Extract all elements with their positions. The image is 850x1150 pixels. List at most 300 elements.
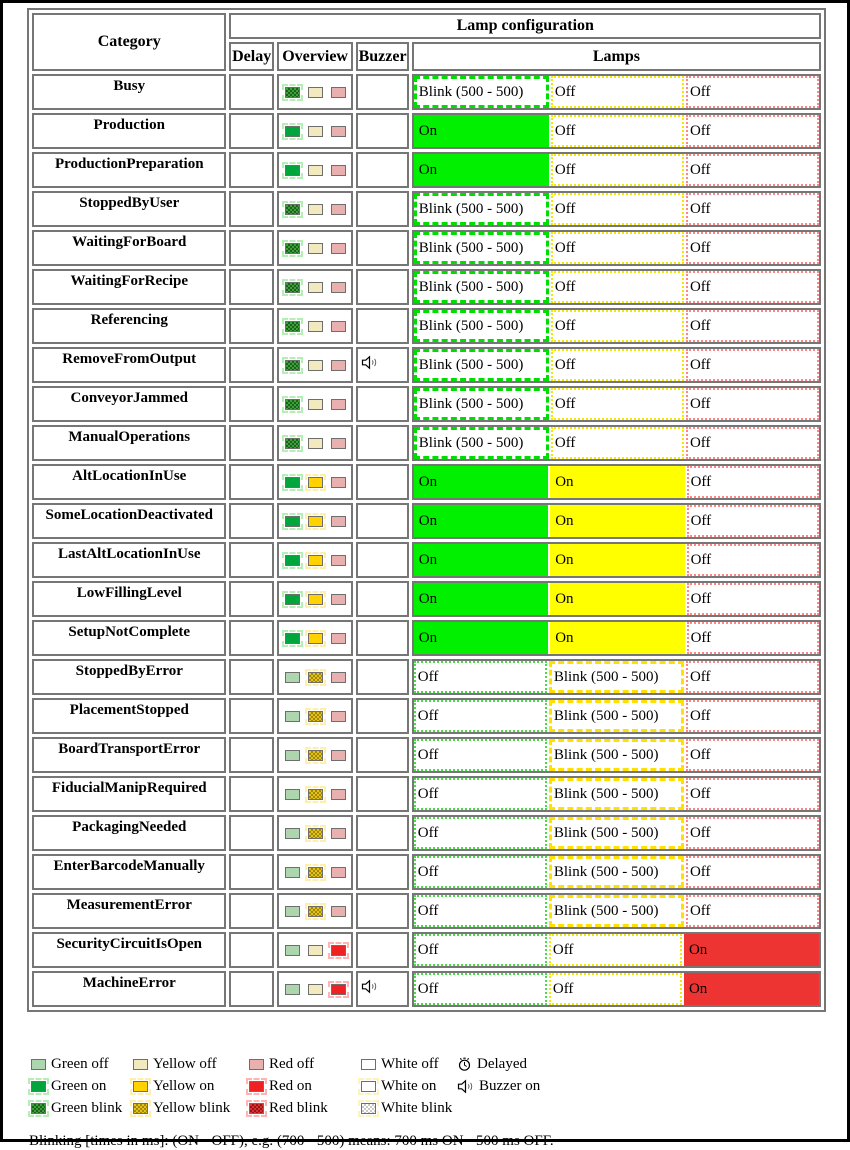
- green-off-icon: [285, 867, 300, 878]
- green-on-icon: [285, 633, 300, 644]
- lamps-cell: [412, 737, 821, 773]
- yellow-blink-icon: [308, 789, 323, 800]
- overview-cell: [277, 659, 354, 695]
- red-lamp: Off: [686, 310, 819, 342]
- lamp-row: [414, 427, 819, 459]
- green-on-icon: [31, 1081, 46, 1092]
- green-off-icon: [285, 711, 300, 722]
- table-row: [32, 503, 821, 539]
- legend-item-delayed: [457, 1056, 823, 1073]
- yellow-lamp: Blink (500 - 500): [549, 700, 684, 732]
- yellow-lamp: Off: [551, 271, 684, 303]
- delay-cell: [229, 971, 273, 1007]
- green-lamp: Blink (500 - 500): [414, 271, 549, 303]
- lamps-cell: [412, 74, 821, 110]
- lamp-row: [414, 271, 819, 303]
- lamps-cell: [412, 854, 821, 890]
- yellow-off-icon: [308, 438, 323, 449]
- yellow-lamp: Blink (500 - 500): [549, 856, 684, 888]
- red-lamp: Off: [686, 661, 819, 693]
- lamp-row: [414, 349, 819, 381]
- buzzer-cell: [356, 191, 408, 227]
- legend-item-buzzer: [457, 1078, 823, 1095]
- red-lamp: On: [684, 973, 819, 1005]
- red-on-icon: [331, 945, 346, 956]
- lamps-cell: [412, 542, 821, 578]
- red-lamp: Off: [686, 232, 819, 264]
- yellow-lamp: Off: [549, 973, 682, 1005]
- red-off-icon: [331, 360, 346, 371]
- red-off-icon: [331, 126, 346, 137]
- overview-cell: [277, 113, 354, 149]
- yellow-lamp: Off: [549, 934, 682, 966]
- overview-cell: [277, 152, 354, 188]
- yellow-lamp: Blink (500 - 500): [549, 661, 684, 693]
- category-cell: RemoveFromOutput: [32, 347, 226, 383]
- green-blink-icon: [285, 87, 300, 98]
- red-off-icon: [331, 204, 346, 215]
- overview-cell: [277, 737, 354, 773]
- overview-cell: [277, 191, 354, 227]
- yellow-lamp: On: [550, 622, 684, 654]
- red-lamp: Off: [686, 778, 819, 810]
- green-off-icon: [285, 984, 300, 995]
- red-lamp: Off: [686, 76, 819, 108]
- legend-label: Red on: [269, 1078, 312, 1094]
- red-lamp: Off: [686, 349, 819, 381]
- red-lamp: Off: [686, 895, 819, 927]
- lamps-cell: [412, 893, 821, 929]
- legend: [31, 1056, 823, 1117]
- green-lamp: Blink (500 - 500): [414, 76, 549, 108]
- green-off-icon: [285, 672, 300, 683]
- yellow-off-icon: [308, 87, 323, 98]
- yellow-on-icon: [308, 594, 323, 605]
- buzzer-cell: [356, 503, 408, 539]
- lamp-row: [414, 622, 819, 654]
- buzzer-cell: [356, 581, 408, 617]
- legend-label: Red off: [269, 1056, 315, 1072]
- lamp-configuration-header: Lamp configuration: [229, 13, 821, 39]
- green-blink-icon: [285, 438, 300, 449]
- lamps-cell: [412, 620, 821, 656]
- overview-cell: [277, 464, 354, 500]
- lamps-cell: [412, 308, 821, 344]
- legend-spacer: [457, 1100, 823, 1117]
- category-header: Category: [32, 13, 226, 71]
- red-lamp: Off: [687, 622, 819, 654]
- category-cell: StoppedByError: [32, 659, 226, 695]
- buzzer-cell: [356, 542, 408, 578]
- table-row: [32, 230, 821, 266]
- lamp-row: [414, 895, 819, 927]
- lamp-row: [414, 76, 819, 108]
- yellow-lamp: Off: [551, 427, 684, 459]
- category-cell: WaitingForBoard: [32, 230, 226, 266]
- overview-cell: [277, 971, 354, 1007]
- category-cell: SomeLocationDeactivated: [32, 503, 226, 539]
- legend-item-green-blink: [31, 1100, 133, 1117]
- lamps-cell: [412, 152, 821, 188]
- lamp-row: [414, 778, 819, 810]
- green-lamp: On: [414, 466, 548, 498]
- red-lamp: Off: [686, 115, 819, 147]
- buzzer-cell: [356, 854, 408, 890]
- green-off-icon: [31, 1059, 46, 1070]
- green-lamp: Off: [414, 661, 547, 693]
- red-on-icon: [249, 1081, 264, 1092]
- lamps-cell: [412, 230, 821, 266]
- lamps-cell: [412, 659, 821, 695]
- green-off-icon: [285, 945, 300, 956]
- buzzer-cell: [356, 152, 408, 188]
- delay-cell: [229, 230, 273, 266]
- red-off-icon: [331, 87, 346, 98]
- category-cell: AltLocationInUse: [32, 464, 226, 500]
- red-off-icon: [331, 282, 346, 293]
- red-lamp: Off: [687, 466, 819, 498]
- delay-cell: [229, 893, 273, 929]
- yellow-blink-icon: [133, 1103, 148, 1114]
- legend-label: Yellow on: [153, 1078, 215, 1094]
- buzzer-cell: [356, 737, 408, 773]
- table-row: [32, 152, 821, 188]
- green-blink-icon: [285, 204, 300, 215]
- red-lamp: Off: [686, 271, 819, 303]
- green-lamp: On: [414, 583, 548, 615]
- green-lamp: Off: [414, 778, 547, 810]
- yellow-lamp: Off: [551, 115, 684, 147]
- yellow-blink-icon: [308, 750, 323, 761]
- delay-cell: [229, 620, 273, 656]
- lamps-cell: [412, 503, 821, 539]
- overview-cell: [277, 74, 354, 110]
- table-row: [32, 659, 821, 695]
- lamp-row: [414, 388, 819, 420]
- red-off-icon: [331, 750, 346, 761]
- lamps-cell: [412, 815, 821, 851]
- buzzer-icon: [457, 1079, 474, 1094]
- red-off-icon: [331, 243, 346, 254]
- lamps-cell: [412, 425, 821, 461]
- overview-cell: [277, 620, 354, 656]
- yellow-off-icon: [308, 204, 323, 215]
- lamp-row: [414, 739, 819, 771]
- red-lamp: Off: [687, 544, 819, 576]
- table-row: [32, 542, 821, 578]
- red-lamp: Off: [686, 427, 819, 459]
- red-lamp: Off: [687, 505, 819, 537]
- category-cell: Production: [32, 113, 226, 149]
- buzzer-header: Buzzer: [356, 42, 408, 71]
- green-blink-icon: [285, 360, 300, 371]
- lamp-row: [414, 505, 819, 537]
- category-cell: Referencing: [32, 308, 226, 344]
- lamps-cell: [412, 464, 821, 500]
- legend-label: White on: [381, 1078, 437, 1094]
- white-on-icon: [361, 1081, 376, 1092]
- overview-cell: [277, 503, 354, 539]
- table-row: [32, 932, 821, 968]
- red-off-icon: [331, 672, 346, 683]
- lamp-row: [414, 700, 819, 732]
- category-cell: MachineError: [32, 971, 226, 1007]
- red-lamp: Off: [686, 700, 819, 732]
- red-blink-icon: [249, 1103, 264, 1114]
- green-on-icon: [285, 594, 300, 605]
- red-lamp: Off: [686, 817, 819, 849]
- lamp-row: [414, 817, 819, 849]
- delay-cell: [229, 737, 273, 773]
- lamps-cell: [412, 581, 821, 617]
- overview-cell: [277, 347, 354, 383]
- buzzer-cell: [356, 269, 408, 305]
- overview-cell: [277, 893, 354, 929]
- buzzer-cell: [356, 425, 408, 461]
- lamp-row: [414, 583, 819, 615]
- red-off-icon: [331, 321, 346, 332]
- overview-header: Overview: [277, 42, 354, 71]
- yellow-blink-icon: [308, 672, 323, 683]
- table-row: [32, 698, 821, 734]
- legend-label: White blink: [381, 1100, 453, 1116]
- yellow-lamp: Off: [551, 154, 684, 186]
- legend-label: Green on: [51, 1078, 107, 1094]
- green-lamp: Blink (500 - 500): [414, 388, 549, 420]
- table-row: [32, 191, 821, 227]
- legend-label: Red blink: [269, 1100, 328, 1116]
- overview-cell: [277, 269, 354, 305]
- category-cell: SetupNotComplete: [32, 620, 226, 656]
- lamp-row: [414, 310, 819, 342]
- table-row: [32, 347, 821, 383]
- overview-cell: [277, 230, 354, 266]
- green-lamp: Off: [414, 700, 547, 732]
- green-on-icon: [285, 477, 300, 488]
- red-off-icon: [331, 516, 346, 527]
- buzzer-cell: [356, 347, 408, 383]
- yellow-lamp: Off: [551, 349, 684, 381]
- buzzer-cell: [356, 113, 408, 149]
- lamp-row: [414, 934, 819, 966]
- delay-cell: [229, 464, 273, 500]
- red-lamp: Off: [686, 856, 819, 888]
- header-row-top: [32, 13, 821, 39]
- category-cell: LastAltLocationInUse: [32, 542, 226, 578]
- white-blink-icon: [361, 1103, 376, 1114]
- table-row: [32, 386, 821, 422]
- green-blink-icon: [31, 1103, 46, 1114]
- lamps-cell: [412, 932, 821, 968]
- red-off-icon: [331, 438, 346, 449]
- red-lamp: Off: [686, 388, 819, 420]
- table-row: [32, 737, 821, 773]
- delay-cell: [229, 581, 273, 617]
- yellow-lamp: Off: [551, 76, 684, 108]
- yellow-lamp: On: [550, 583, 684, 615]
- lamps-cell: [412, 191, 821, 227]
- overview-cell: [277, 386, 354, 422]
- yellow-blink-icon: [308, 867, 323, 878]
- red-off-icon: [331, 555, 346, 566]
- lamps-cell: [412, 971, 821, 1007]
- yellow-off-icon: [308, 165, 323, 176]
- overview-cell: [277, 581, 354, 617]
- red-off-icon: [331, 477, 346, 488]
- green-on-icon: [285, 165, 300, 176]
- table-row: [32, 113, 821, 149]
- legend-item-yellow-on: [133, 1078, 249, 1095]
- lamps-header: Lamps: [412, 42, 821, 71]
- overview-cell: [277, 815, 354, 851]
- delay-header: Delay: [229, 42, 273, 71]
- green-blink-icon: [285, 243, 300, 254]
- lamp-row: [414, 193, 819, 225]
- legend-label: Green blink: [51, 1100, 123, 1116]
- yellow-off-icon: [133, 1059, 148, 1070]
- yellow-off-icon: [308, 243, 323, 254]
- legend-label: Buzzer on: [479, 1078, 541, 1094]
- green-on-icon: [285, 126, 300, 137]
- category-cell: Busy: [32, 74, 226, 110]
- buzzer-cell: [356, 308, 408, 344]
- table-row: [32, 776, 821, 812]
- green-lamp: Off: [414, 817, 547, 849]
- green-lamp: On: [414, 154, 549, 186]
- yellow-lamp: Blink (500 - 500): [549, 817, 684, 849]
- delay-cell: [229, 815, 273, 851]
- red-lamp: Off: [686, 154, 819, 186]
- delay-cell: [229, 269, 273, 305]
- legend-item-yellow-off: [133, 1056, 249, 1073]
- green-on-icon: [285, 516, 300, 527]
- delay-cell: [229, 113, 273, 149]
- table-row: [32, 893, 821, 929]
- table-row: [32, 815, 821, 851]
- red-off-icon: [331, 867, 346, 878]
- yellow-lamp: Blink (500 - 500): [549, 895, 684, 927]
- buzzer-cell: [356, 932, 408, 968]
- legend-item-white-blink: [361, 1100, 457, 1117]
- legend-label: Yellow blink: [153, 1100, 231, 1116]
- lamp-configuration-table: [27, 8, 826, 1012]
- buzzer-cell: [356, 971, 408, 1007]
- legend-item-red-off: [249, 1056, 361, 1073]
- red-on-icon: [331, 984, 346, 995]
- yellow-lamp: Off: [551, 193, 684, 225]
- overview-cell: [277, 776, 354, 812]
- category-cell: FiducialManipRequired: [32, 776, 226, 812]
- legend-label: Yellow off: [153, 1056, 217, 1072]
- buzzer-cell: [356, 464, 408, 500]
- red-off-icon: [331, 828, 346, 839]
- green-blink-icon: [285, 321, 300, 332]
- legend-label: Delayed: [477, 1056, 527, 1072]
- lamps-cell: [412, 698, 821, 734]
- green-lamp: Off: [414, 895, 547, 927]
- overview-cell: [277, 425, 354, 461]
- green-lamp: On: [414, 115, 549, 147]
- yellow-on-icon: [308, 477, 323, 488]
- red-off-icon: [331, 594, 346, 605]
- category-cell: StoppedByUser: [32, 191, 226, 227]
- overview-cell: [277, 542, 354, 578]
- legend-item-white-on: [361, 1078, 457, 1095]
- yellow-lamp: On: [550, 505, 684, 537]
- yellow-lamp: Off: [551, 310, 684, 342]
- yellow-off-icon: [308, 945, 323, 956]
- red-lamp: Off: [686, 739, 819, 771]
- lamps-cell: [412, 113, 821, 149]
- green-off-icon: [285, 828, 300, 839]
- green-off-icon: [285, 906, 300, 917]
- yellow-off-icon: [308, 399, 323, 410]
- delay-cell: [229, 503, 273, 539]
- red-lamp: On: [684, 934, 819, 966]
- category-cell: ProductionPreparation: [32, 152, 226, 188]
- legend-item-yellow-blink: [133, 1100, 249, 1117]
- lamp-row: [414, 544, 819, 576]
- delayed-clock-icon: [457, 1057, 472, 1072]
- category-cell: PackagingNeeded: [32, 815, 226, 851]
- lamp-row: [414, 115, 819, 147]
- lamps-cell: [412, 386, 821, 422]
- buzzer-cell: [356, 74, 408, 110]
- buzzer-cell: [356, 815, 408, 851]
- delay-cell: [229, 542, 273, 578]
- category-cell: ConveyorJammed: [32, 386, 226, 422]
- green-lamp: Off: [414, 973, 547, 1005]
- green-on-icon: [285, 555, 300, 566]
- red-lamp: Off: [687, 583, 819, 615]
- yellow-lamp: Off: [551, 388, 684, 420]
- category-cell: WaitingForRecipe: [32, 269, 226, 305]
- yellow-blink-icon: [308, 906, 323, 917]
- lamps-cell: [412, 347, 821, 383]
- yellow-on-icon: [308, 633, 323, 644]
- yellow-off-icon: [308, 282, 323, 293]
- legend-item-red-on: [249, 1078, 361, 1095]
- category-cell: PlacementStopped: [32, 698, 226, 734]
- overview-cell: [277, 698, 354, 734]
- red-off-icon: [331, 906, 346, 917]
- delay-cell: [229, 191, 273, 227]
- buzzer-cell: [356, 776, 408, 812]
- green-off-icon: [285, 750, 300, 761]
- category-cell: BoardTransportError: [32, 737, 226, 773]
- green-lamp: On: [414, 505, 548, 537]
- category-cell: EnterBarcodeManually: [32, 854, 226, 890]
- lamp-row: [414, 466, 819, 498]
- buzzer-cell: [356, 698, 408, 734]
- delay-cell: [229, 152, 273, 188]
- buzzer-cell: [356, 659, 408, 695]
- green-lamp: Off: [414, 856, 547, 888]
- buzzer-cell: [356, 386, 408, 422]
- red-off-icon: [331, 165, 346, 176]
- delay-cell: [229, 425, 273, 461]
- legend-item-green-on: [31, 1078, 133, 1095]
- green-lamp: Off: [414, 739, 547, 771]
- green-lamp: Blink (500 - 500): [414, 310, 549, 342]
- yellow-off-icon: [308, 360, 323, 371]
- red-off-icon: [331, 633, 346, 644]
- delay-cell: [229, 932, 273, 968]
- green-blink-icon: [285, 282, 300, 293]
- lamp-row: [414, 154, 819, 186]
- yellow-lamp: Blink (500 - 500): [549, 778, 684, 810]
- lamp-row: [414, 661, 819, 693]
